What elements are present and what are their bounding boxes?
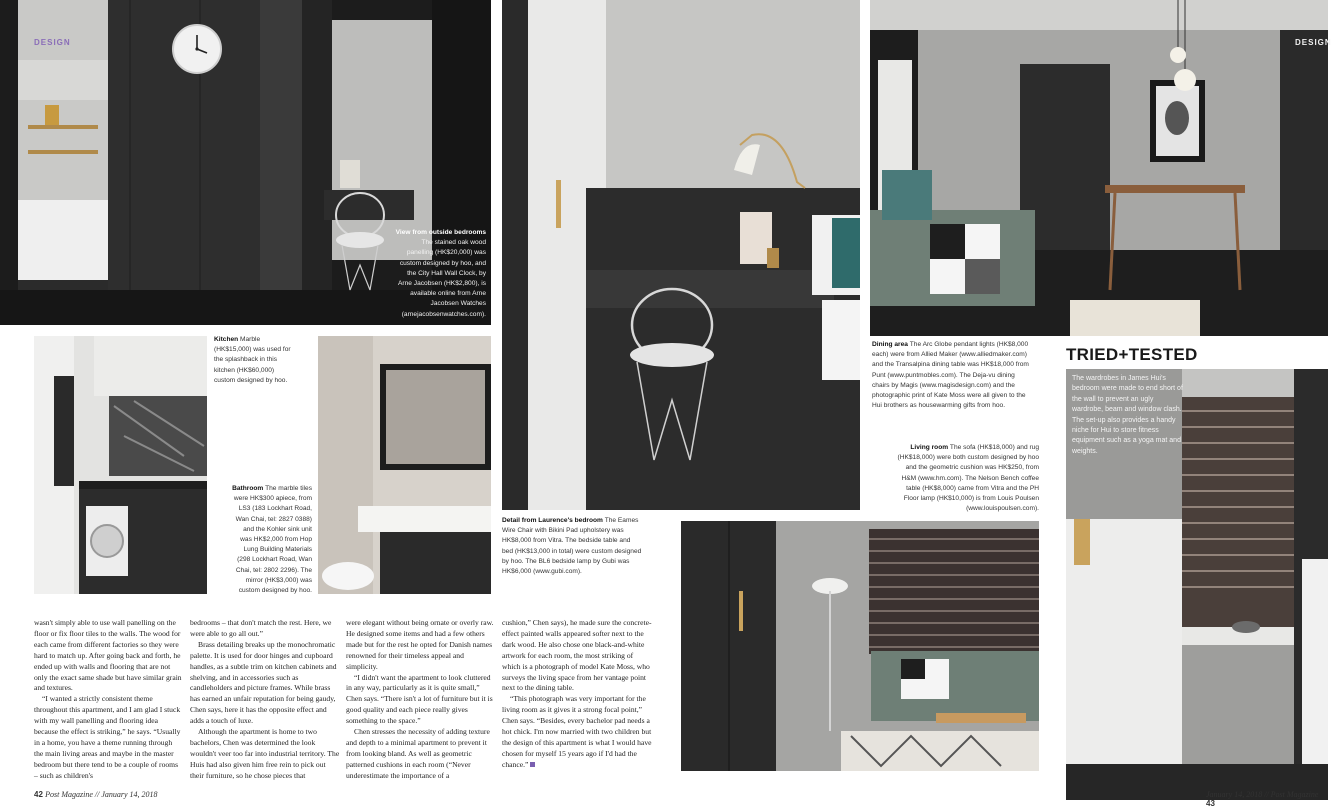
photo-dining bbox=[870, 0, 1328, 336]
paragraph: were elegant without being ornate or overly raw. He designed some items and had a few others made but for the rest he opted for Danish names renowned for their timeless appeal and simplicity. bbox=[346, 618, 494, 671]
caption-title: Bathroom bbox=[232, 485, 266, 492]
body-column-4 bbox=[502, 618, 652, 771]
photo-kitchen bbox=[34, 336, 207, 594]
end-mark-icon bbox=[530, 762, 535, 767]
photo-bathroom bbox=[318, 336, 491, 594]
caption-living bbox=[893, 443, 1039, 514]
body-column-1 bbox=[34, 618, 182, 782]
caption-text: The stained oak wood panelling (HK$20,000) was custom designed by hoo, and the City Hall Wall Clock, by Arne Jacobsen (HK$2,800), is available online from Arne Jacobsen Watches (arnejacobsenwatches.com). bbox=[398, 239, 486, 318]
paragraph: “I didn't want the apartment to look cluttered in any way, particularly as it is quite small,” Chen says. “There isn't a lot of furniture but it is good quality and each piece really gives something to the space.” bbox=[346, 672, 493, 726]
caption-outside-bedrooms bbox=[394, 228, 486, 320]
folio-left bbox=[34, 790, 158, 799]
caption-bathroom bbox=[232, 484, 312, 596]
caption-title: Kitchen bbox=[214, 336, 241, 343]
body-column-3 bbox=[346, 618, 494, 782]
caption-title: Living room bbox=[910, 444, 950, 451]
body-column-2 bbox=[190, 618, 340, 782]
folio-right-text: January 14, 2018 // Post Magazine bbox=[1206, 790, 1319, 799]
photo-bedroom-detail bbox=[502, 0, 860, 510]
paragraph: cushion,” Chen says), he made sure the concrete-effect painted walls appeared softer next to the dark wood. He also chose one black-and-white artwork for each room, the most striking of which is a photograph of model Kate Moss, who surveys the living space from her vantage point next to the dining table. bbox=[502, 618, 652, 693]
paragraph: Although the apartment is home to two bachelors, Chen was determined the look wouldn't veer too far into industrial territory. The Huis had also given him free rein to pick out their furniture, so he chose pieces that bbox=[190, 727, 340, 780]
clock-icon bbox=[172, 24, 222, 74]
tried-tested-text: The wardrobes in James Hui's bedroom were made to end short of the wall to prevent an ugly wardrobe, beam and window clash. The set-up also provides a handy niche for Hui to store fitness equipment such as a yoga mat and weights. bbox=[1072, 375, 1183, 455]
folio-right bbox=[1206, 790, 1328, 808]
paragraph: bedrooms – that don't match the rest. Here, we were able to go all out.” bbox=[190, 618, 332, 638]
paragraph: Brass detailing breaks up the monochromatic palette. It is used for door hinges and cupboard handles, as a subtle trim on kitchen cabinets and shelving, and in accessories such as candleholders and picture frames. While brass has earned an unfair reputation for being gaudy, Chen says, here it has the opposite effect and adds a touch of luxe. bbox=[190, 639, 337, 726]
section-tag-left: DESIGN bbox=[34, 38, 71, 47]
caption-kitchen bbox=[214, 335, 292, 386]
page-number-left: 42 bbox=[34, 790, 46, 799]
page-number-right: 43 bbox=[1206, 799, 1215, 808]
caption-text: The sofa (HK$18,000) and rug (HK$18,000) were both custom designed by hoo and the geometric cushion was HK$250, from H&M (www.hm.com). The Nelson Bench coffee table (HK$8,000) came from Vitra and the PH Floor lamp (HK$10,000) is from Louis Poulsen (www.louispoulsen.com). bbox=[897, 444, 1039, 513]
photo-living-room bbox=[681, 521, 1039, 771]
paragraph: “I wanted a strictly consistent theme throughout this apartment, and I am glad I stuck with my wall panelling and flooring idea because the effect is striking,” he says. “Usually in a home, you have a theme running through the main living areas and maybe in the master bedroom but there tend to be a couple of rooms – such as children's bbox=[34, 694, 181, 780]
folio-left-text: Post Magazine // January 14, 2018 bbox=[45, 790, 158, 799]
paragraph: Chen stresses the necessity of adding texture and depth to a minimal apartment to prevent it from looking bland. As well as geometric patterned cushions in each room (“Never underestimate the importance of a bbox=[346, 727, 490, 780]
paragraph bbox=[502, 694, 652, 770]
caption-text: The Arc Globe pendant lights (HK$8,000 each) were from Allied Maker (www.alliedmaker.com) and the Transalpina dining table was HK$18,000 from Punt (www.puntmobles.com). The Deja-vu dining chairs by Magis (www.magisdesign.com) and the photographic print of Kate Moss were all given to the Hui brothers as housewarming gifts from hoo. bbox=[872, 341, 1029, 410]
caption-text: The Eames Wire Chair with Bikini Pad upholstery was HK$8,000 from Vitra. The bedside table and bed (HK$13,000 in total) were custom designed by hoo. The BL6 bedside lamp by Gubi was HK$6,000 (www.gubi.com). bbox=[502, 517, 642, 576]
caption-dining bbox=[872, 340, 1032, 411]
paragraph-text: “This photograph was very important for the living room as it gives it a strong focal point,” Chen says. “Besides, every bachelor pad needs a hot chick. I'm now married with two children but the design of this apartment is what I would have chosen for myself 15 years ago if I'd had the chance.” bbox=[502, 694, 652, 769]
caption-title: Detail from Laurence's bedroom bbox=[502, 517, 605, 524]
caption-text: Marble (HK$15,000) was used for the splashback in this kitchen (HK$60,000) custom designed by hoo. bbox=[214, 336, 291, 384]
section-tag-right: DESIGN bbox=[1295, 38, 1332, 47]
caption-bedroom-detail bbox=[502, 516, 642, 577]
paragraph: wasn't simply able to use wall panelling on the floor or fix floor tiles to the walls. The wood for each came from different factories so they were hard to match up. After going back and forth, he ended up with walls and flooring that are not only the exact same shade but have similar grain and textures. bbox=[34, 618, 182, 693]
tried-tested-title: TRIED+TESTED bbox=[1066, 345, 1198, 364]
caption-title: Dining area bbox=[872, 341, 910, 348]
caption-text: The marble tiles were HK$300 apiece, from LS3 (183 Lockhart Road, Wan Chai, tel: 2827 0388) and the Kohler sink unit was HK$2,000 from Hop Lung Building Materials (298 Lockhart Road, Wan Chai, tel: 2802 2296). The mirror (HK$3,000) was custom designed by hoo. bbox=[233, 485, 312, 595]
caption-title: View from outside bedrooms bbox=[395, 229, 486, 236]
